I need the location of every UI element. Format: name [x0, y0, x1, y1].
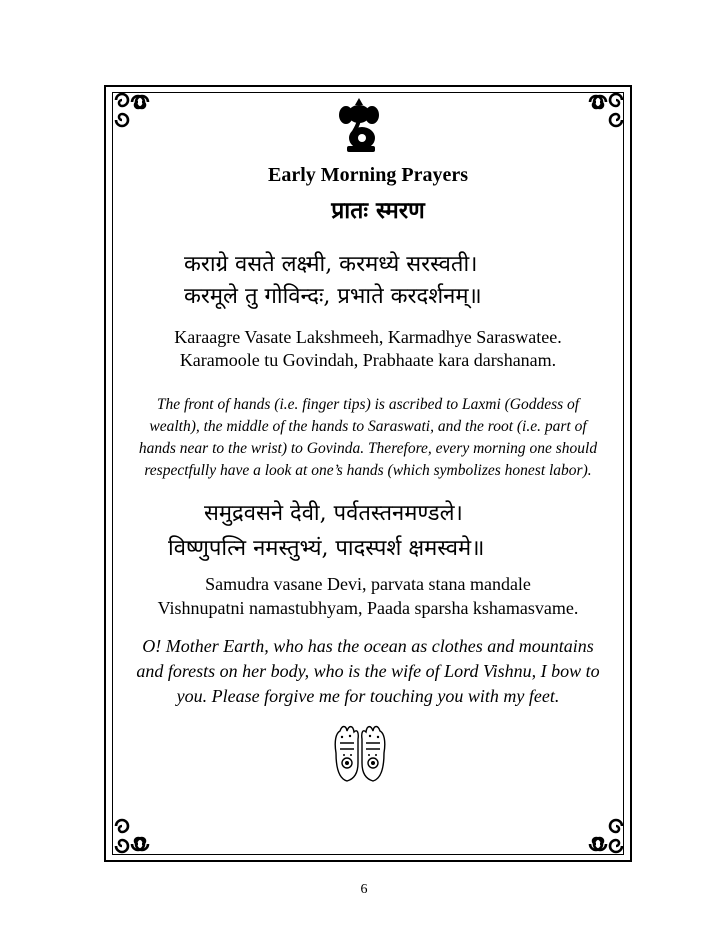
prayer1-sanskrit-line: कराग्रे वसते लक्ष्मी, करमध्ये सरस्वती। — [184, 252, 478, 277]
prayer2-transliteration-line: Samudra vasane Devi, parvata stana mandale — [205, 574, 531, 594]
prayer1-meaning-line: respectfully have a look at one’s hands (which symbolizes honest labor). — [144, 462, 592, 479]
prayer2-sanskrit-line: समुद्रवसने देवी, पर्वतस्तनमण्डले। — [204, 501, 463, 526]
swirl-ornament-icon — [106, 812, 172, 860]
prayer2-meaning-line: you. Please forgive me for touching you with my feet. — [176, 686, 560, 706]
swirl-ornament-icon — [566, 86, 632, 134]
page-number: 6 — [360, 882, 368, 897]
prayer2-sanskrit-line: विष्णुपत्नि नमस्तुभ्यं, पादस्पर्श क्षमस्वमे॥ — [168, 536, 485, 561]
swirl-ornament-icon — [106, 86, 172, 134]
ganesha-icon — [337, 96, 381, 154]
prayer1-meaning-line: hands near to the wrist) to Govinda. Therefore, every morning one should — [138, 440, 598, 457]
prayer2-meaning-line: and forests on her body, who is the wife of Lord Vishnu, I bow to — [136, 661, 600, 681]
page-title-devanagari: प्रातः स्मरण — [331, 197, 425, 224]
prayer1-transliteration-line: Karamoole tu Govindah, Prabhaate kara darshanam. — [179, 350, 557, 370]
prayer1-sanskrit-line: करमूले तु गोविन्दः, प्रभाते करदर्शनम्॥ — [184, 284, 482, 309]
page-title: Early Morning Prayers — [268, 164, 468, 186]
prayer1-transliteration-line: Karaagre Vasate Lakshmeeh, Karmadhye Saraswatee. — [174, 327, 562, 347]
prayer2-transliteration-line: Vishnupatni namastubhyam, Paada sparsha kshamasvame. — [157, 598, 579, 618]
swirl-ornament-icon — [566, 812, 632, 860]
prayer1-meaning-line: wealth), the middle of the hands to Saraswati, and the root (i.e. part of — [149, 418, 587, 435]
prayer2-meaning-line: O! Mother Earth, who has the ocean as clothes and mountains — [142, 636, 594, 656]
hennaed-hands-icon — [330, 723, 390, 785]
prayer1-meaning-line: The front of hands (i.e. finger tips) is ascribed to Laxmi (Goddess of — [156, 396, 580, 413]
